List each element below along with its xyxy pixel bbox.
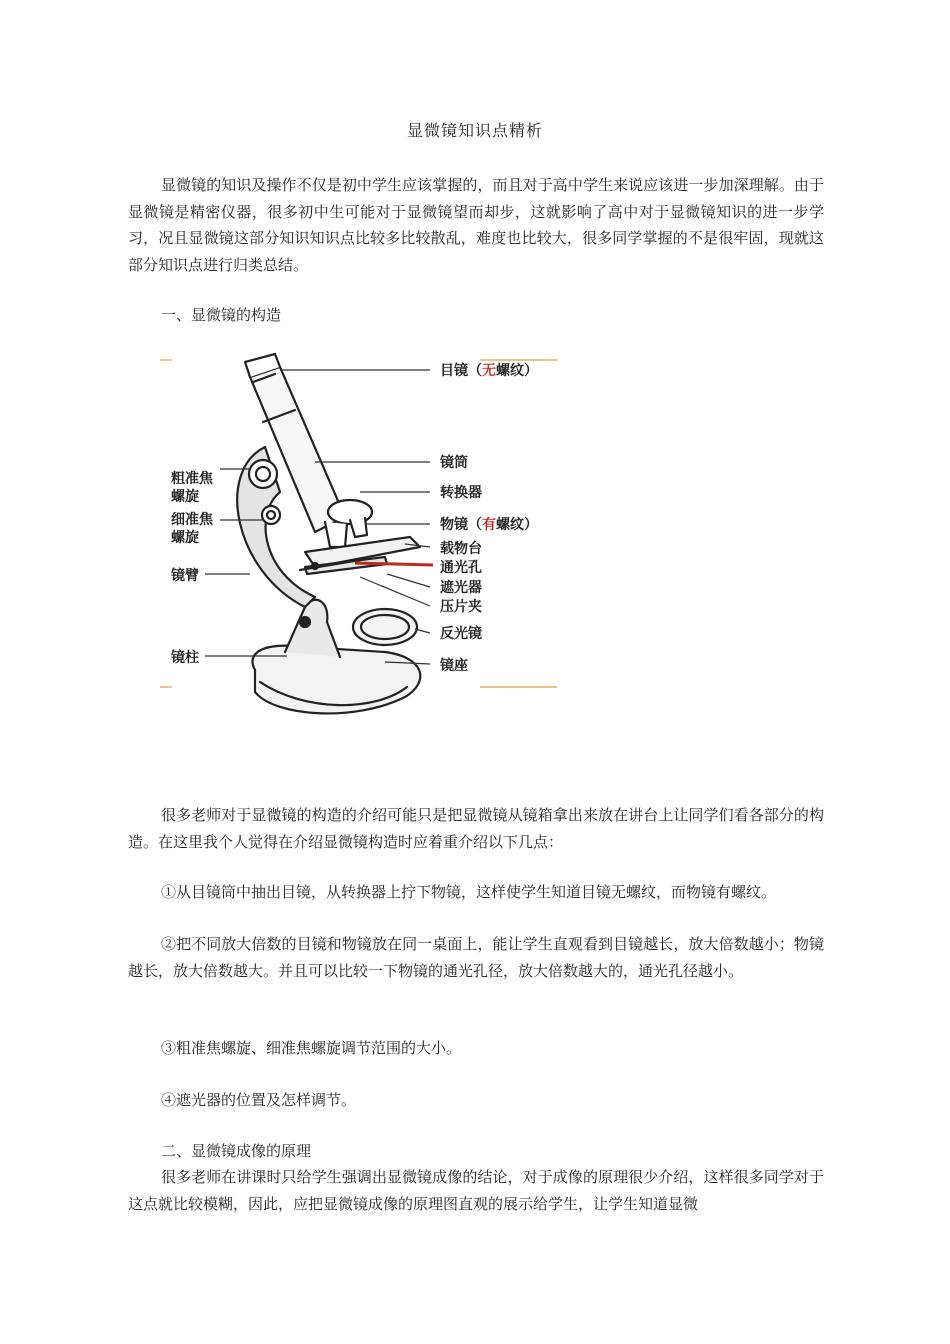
microscope-illustration (155, 352, 565, 732)
label-stage: 载物台 (440, 541, 482, 557)
intro-paragraph: 显微镜的知识及操作不仅是初中学生应该掌握的，而且对于高中学生来说应该进一步加深理解。由于显微镜是精密仪器，很多初中生可能对于显微镜望而却步，这就影响了高中对于显微镜知识的进一步学习，况且显微镜这部分知识知识点比较多比较散乱，难度也比较大，很多同学掌握的不是很牢固，现就这部分知识点进行归类总结。 (128, 176, 824, 274)
label-arm: 镜臂 (171, 568, 199, 584)
structure-paragraph: 很多老师对于显微镜的构造的介绍可能只是把显微镜从镜箱拿出来放在讲台上让同学们看各部分的构造。在这里我个人觉得在介绍显微镜构造时应着重介绍以下几点： (128, 806, 824, 851)
principle-paragraph: 很多老师在讲课时只给学生强调出显微镜成像的结论，对于成像的原理很少介绍，这样很多同学对于这点就比较模糊，因此，应把显微镜成像的原理图直观的展示给学生，让学生知道显微 (128, 1168, 824, 1213)
section-heading-structure: 一、显微镜的构造 (161, 306, 282, 324)
label-pillar: 镜柱 (171, 650, 199, 666)
label-coarse-1: 粗准焦 (171, 471, 213, 487)
label-eyepiece: 目镜（无螺纹） (440, 363, 538, 379)
page-title: 显微镜知识点精析 (406, 121, 543, 140)
label-coarse-2: 螺旋 (171, 489, 199, 505)
point-4: ④遮光器的位置及怎样调节。 (161, 1091, 357, 1109)
label-mirror: 反光镜 (440, 626, 482, 642)
microscope-diagram (155, 352, 565, 732)
point-1: ①从目镜筒中抽出目镜，从转换器上拧下物镜，这样使学生知道目镜无螺纹，而物镜有螺纹。 (161, 883, 777, 901)
label-aperture: 通光孔 (440, 560, 482, 576)
label-fine-2: 螺旋 (171, 530, 199, 546)
label-clip: 压片夹 (440, 599, 482, 615)
label-tube: 镜筒 (440, 455, 468, 471)
label-nosepiece: 转换器 (440, 485, 482, 501)
label-base: 镜座 (440, 658, 468, 674)
label-objective: 物镜（有螺纹） (440, 517, 538, 533)
point-2: ②把不同放大倍数的目镜和物镜放在同一桌面上，能让学生直观看到目镜越长，放大倍数越小；物镜越长，放大倍数越大。并且可以比较一下物镜的通光孔径，放大倍数越大的，通光孔径越小。 (128, 935, 824, 980)
point-3: ③粗准焦螺旋、细准焦螺旋调节范围的大小。 (161, 1039, 462, 1057)
label-fine-1: 细准焦 (171, 512, 213, 528)
label-diaphragm: 遮光器 (440, 580, 482, 596)
section-heading-principle: 二、显微镜成像的原理 (161, 1142, 312, 1160)
